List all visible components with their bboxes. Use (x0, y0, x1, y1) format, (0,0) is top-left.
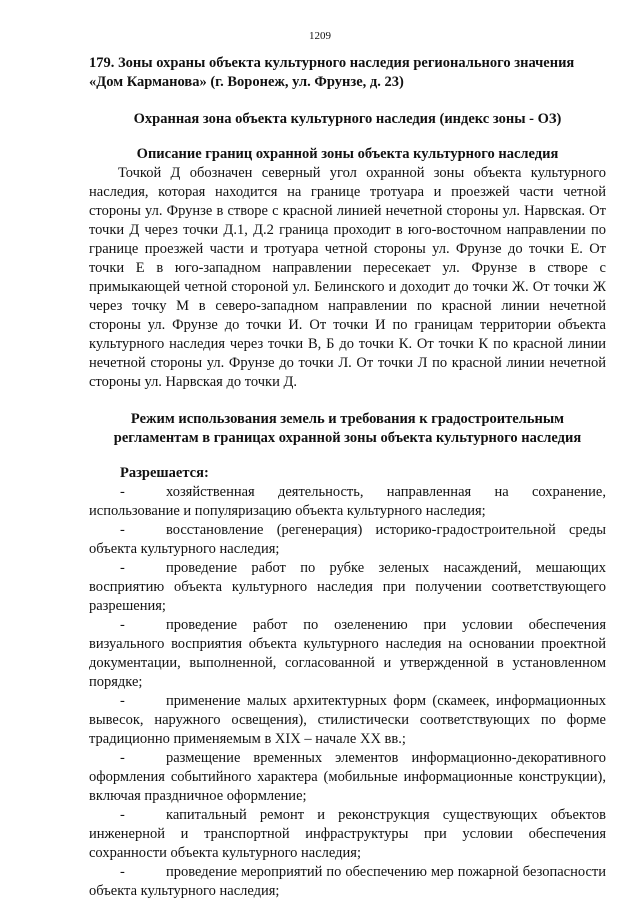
list-marker: - (120, 484, 125, 500)
list-item-text: размещение временных элементов информационно-декоративного оформления событийного характера (мобильные информационные конструкции), включая праздничное оформление; (89, 750, 606, 804)
regime-title: Режим использования земель и требования к градостроительным регламентам в границах охранной зоны объекта культурного наследия (113, 411, 582, 446)
object-title: 179. Зоны охраны объекта культурного наследия регионального значения «Дом Карманова» (г. Воронеж, ул. Фрунзе, д. 23) (89, 55, 575, 90)
list-marker: - (120, 560, 125, 576)
list-item-text: проведение мероприятий по обеспечению мер пожарной безопасности объекта культурного наследия; (89, 864, 606, 899)
list-item (89, 692, 606, 749)
list-item (89, 559, 606, 616)
zone-title: Охранная зона объекта культурного наследия (индекс зоны - ОЗ) (133, 111, 562, 127)
allowed-label: Разрешается: (120, 465, 209, 481)
page-number: 1209 (309, 30, 331, 42)
list-marker: - (120, 522, 125, 538)
list-item-text: хозяйственная деятельность, направленная на сохранение, использование и популяризацию объекта культурного наследия; (89, 484, 606, 519)
list-marker: - (120, 864, 125, 880)
list-item (89, 806, 606, 863)
list-item (89, 749, 606, 806)
list-item-text: применение малых архитектурных форм (скамеек, информационных вывесок, наружного освещения), стилистически соответствующих по форме традиционно применяемым в XIX – начале XX вв.; (89, 693, 606, 747)
list-item-text: проведение работ по озеленению при условии обеспечения визуального восприятия объекта культурного наследия на основании проектной документации, выполненной, согласованной и утвержденной в установленном порядке; (89, 617, 606, 690)
list-item-text: капитальный ремонт и реконструкция существующих объектов инженерной и транспортной инфраструктуры при условии обеспечения сохранности объекта культурного наследия; (89, 807, 606, 861)
list-marker: - (120, 693, 125, 709)
list-item (89, 863, 606, 901)
list-marker: - (120, 807, 125, 823)
allowed-list (89, 483, 606, 901)
description-text: Точкой Д обозначен северный угол охранной зоны объекта культурного наследия, которая находится на границе тротуара и проезжей части четной стороны ул. Фрунзе в створе с красной линией нечетной стороны ул. Нарвская. От точки Д через точки Д.1, Д.2 граница проходит в юго-восточном направлении по границе проезжей части и тротуара четной стороны ул. Фрунзе до точки Е. От точки Е в юго-западном направлении пересекает ул. Фрунзе в створе с примыкающей четной стороной ул. Белинского и доходит до точки Ж. От точки Ж через точку М в северо-западном направлении по красной линии нечетной стороны ул. Фрунзе до точки И. От точки И по границам территории объекта культурного наследия через точки В, Б до точки К. От точки К по красной линии нечетной стороны ул. Фрунзе до точки Л. От точки Л по красной линии нечетной стороны ул. Нарвская до точки Д. (89, 165, 606, 390)
list-item (89, 521, 606, 559)
list-marker: - (120, 617, 125, 633)
list-marker: - (120, 750, 125, 766)
list-item-text: проведение работ по рубке зеленых насаждений, мешающих восприятию объекта культурного наследия при получении соответствующего разрешения; (89, 560, 606, 614)
list-item (89, 616, 606, 692)
description-title: Описание границ охранной зоны объекта культурного наследия (136, 146, 559, 162)
document-content (89, 54, 606, 901)
list-item-text: восстановление (регенерация) историко-градостроительной среды объекта культурного наследия; (89, 522, 606, 557)
list-item (89, 483, 606, 521)
